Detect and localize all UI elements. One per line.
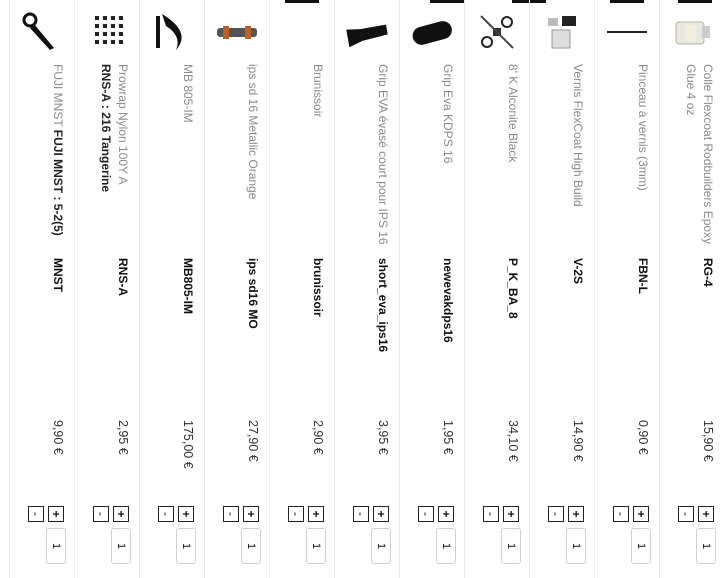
product-name[interactable]: Colle Flexcoat Rodbuilders Epoxy Glue 4 oz bbox=[684, 64, 715, 245]
quantity-stepper bbox=[479, 504, 523, 566]
product-price: 15,90 € bbox=[701, 420, 715, 462]
increase-quantity-button[interactable]: + bbox=[243, 506, 259, 522]
quantity-input[interactable]: 1 bbox=[436, 528, 456, 564]
varnish-kit-icon[interactable] bbox=[538, 8, 586, 56]
product-price: 2,95 € bbox=[116, 420, 130, 455]
increase-quantity-button[interactable]: + bbox=[178, 506, 194, 522]
guide-rings-icon[interactable] bbox=[473, 8, 521, 56]
product-name[interactable]: 8' K Alconite Black bbox=[506, 64, 520, 163]
cart-row bbox=[269, 0, 334, 578]
cart-row bbox=[334, 0, 399, 578]
quantity-stepper bbox=[414, 504, 458, 566]
quantity-input[interactable]: 1 bbox=[566, 528, 586, 564]
decrease-quantity-button[interactable]: - bbox=[353, 506, 369, 522]
increase-quantity-button[interactable]: + bbox=[48, 506, 64, 522]
quantity-input[interactable]: 1 bbox=[371, 528, 391, 564]
product-reference: MNST bbox=[51, 258, 65, 292]
quantity-input[interactable]: 1 bbox=[176, 528, 196, 564]
cart-row bbox=[74, 0, 139, 578]
product-price: 9,90 € bbox=[51, 420, 65, 455]
product-price: 2,90 € bbox=[311, 420, 325, 455]
product-reference: ips sd16 MO bbox=[246, 258, 260, 329]
increase-quantity-button[interactable]: + bbox=[438, 506, 454, 522]
product-reference: RG-4 bbox=[701, 258, 715, 287]
decrease-quantity-button[interactable]: - bbox=[158, 506, 174, 522]
product-reference: short_eva_ips16 bbox=[376, 258, 390, 353]
quantity-stepper bbox=[284, 504, 328, 566]
quantity-input[interactable]: 1 bbox=[696, 528, 716, 564]
decrease-quantity-button[interactable]: - bbox=[28, 506, 44, 522]
product-name[interactable]: FUJI MNST FUJI MNST : 5-2(5) bbox=[51, 64, 65, 236]
quantity-input[interactable]: 1 bbox=[501, 528, 521, 564]
product-reference: MB805-IM bbox=[181, 258, 195, 315]
short-eva-grip-icon[interactable] bbox=[343, 8, 391, 56]
product-reference: FBN-L bbox=[636, 258, 650, 294]
decrease-quantity-button[interactable]: - bbox=[613, 506, 629, 522]
product-reference: P_K_BA_8 bbox=[506, 258, 520, 319]
product-price: 14,90 € bbox=[571, 420, 585, 462]
eva-grip-icon[interactable] bbox=[408, 8, 456, 56]
increase-quantity-button[interactable]: + bbox=[308, 506, 324, 522]
product-name[interactable]: Vernis FlexCoat High Build bbox=[571, 64, 585, 207]
quantity-input[interactable]: 1 bbox=[631, 528, 651, 564]
decrease-quantity-button[interactable]: - bbox=[418, 506, 434, 522]
product-price: 0,90 € bbox=[636, 420, 650, 455]
product-price: 27,90 € bbox=[246, 420, 260, 462]
reel-seat-icon[interactable] bbox=[213, 8, 261, 56]
increase-quantity-button[interactable]: + bbox=[633, 506, 649, 522]
quantity-stepper bbox=[544, 504, 588, 566]
product-price: 1,95 € bbox=[441, 420, 455, 455]
product-name[interactable]: Brunissoir bbox=[311, 64, 325, 118]
product-price: 34,10 € bbox=[506, 420, 520, 462]
cart-row bbox=[9, 0, 74, 578]
cart-row bbox=[399, 0, 464, 578]
thread-chart-icon[interactable] bbox=[83, 8, 131, 56]
cart-row bbox=[464, 0, 529, 578]
north-fork-logo-icon[interactable] bbox=[148, 8, 196, 56]
quantity-input[interactable]: 1 bbox=[306, 528, 326, 564]
product-name[interactable]: ips sd 16 Metallic Orange bbox=[246, 64, 260, 200]
product-reference: RNS-A bbox=[116, 258, 130, 296]
product-name[interactable]: Prowrap Nylon 100Y A RNS-A : 216 Tangerine bbox=[99, 64, 130, 193]
product-reference: brunissoir bbox=[311, 258, 325, 317]
quantity-stepper bbox=[89, 504, 133, 566]
increase-quantity-button[interactable]: + bbox=[373, 506, 389, 522]
cart-row bbox=[139, 0, 204, 578]
product-price: 175,00 € bbox=[181, 420, 195, 469]
product-reference: V-2S bbox=[571, 258, 585, 285]
increase-quantity-button[interactable]: + bbox=[113, 506, 129, 522]
decrease-quantity-button[interactable]: - bbox=[548, 506, 564, 522]
decrease-quantity-button[interactable]: - bbox=[223, 506, 239, 522]
quantity-stepper bbox=[219, 504, 263, 566]
product-name[interactable]: MB 805-IM bbox=[181, 64, 195, 123]
product-name[interactable]: Grip Eva KDPS 16 bbox=[441, 64, 455, 164]
increase-quantity-button[interactable]: + bbox=[503, 506, 519, 522]
brush-icon[interactable] bbox=[603, 8, 651, 56]
quantity-stepper bbox=[674, 504, 718, 566]
decrease-quantity-button[interactable]: - bbox=[678, 506, 694, 522]
product-reference: newevakdps16 bbox=[441, 258, 455, 343]
cart-row bbox=[594, 0, 659, 578]
product-price: 3,95 € bbox=[376, 420, 390, 455]
cart-row bbox=[529, 0, 594, 578]
cart-row bbox=[204, 0, 269, 578]
increase-quantity-button[interactable]: + bbox=[698, 506, 714, 522]
quantity-input[interactable]: 1 bbox=[46, 528, 66, 564]
decrease-quantity-button[interactable]: - bbox=[288, 506, 304, 522]
quantity-stepper bbox=[24, 504, 68, 566]
quantity-stepper bbox=[154, 504, 198, 566]
decrease-quantity-button[interactable]: - bbox=[483, 506, 499, 522]
increase-quantity-button[interactable]: + bbox=[568, 506, 584, 522]
quantity-input[interactable]: 1 bbox=[111, 528, 131, 564]
product-name[interactable]: Pinceau à vernis (3mm) bbox=[636, 64, 650, 191]
decrease-quantity-button[interactable]: - bbox=[93, 506, 109, 522]
burnisher-icon[interactable] bbox=[278, 8, 326, 56]
quantity-stepper bbox=[349, 504, 393, 566]
glue-bottle-icon[interactable] bbox=[668, 8, 716, 56]
quantity-stepper bbox=[609, 504, 653, 566]
quantity-input[interactable]: 1 bbox=[241, 528, 261, 564]
fuji-guide-icon[interactable] bbox=[18, 8, 66, 56]
product-name[interactable]: Grip EVA évasé court pour IPS 16 bbox=[376, 64, 390, 245]
cart-row bbox=[659, 0, 724, 578]
